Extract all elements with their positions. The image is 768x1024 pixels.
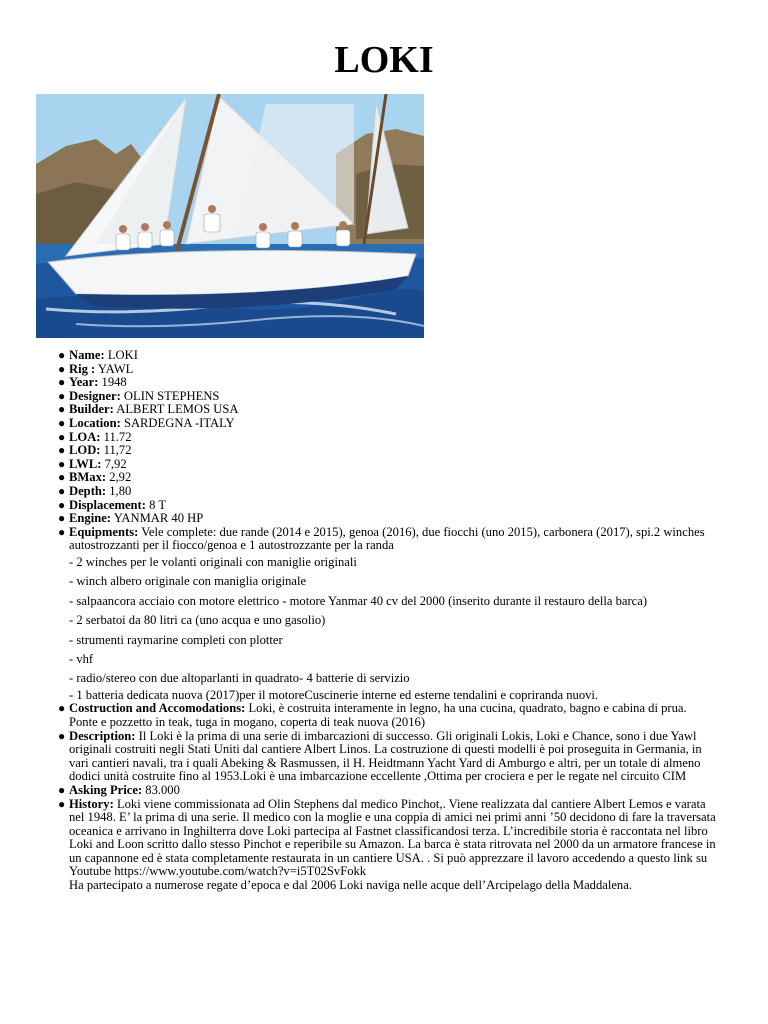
spec-asking-price: ● Asking Price: 83.000 bbox=[58, 782, 180, 797]
bullet-icon: ● bbox=[58, 348, 66, 362]
bullet-icon: ● bbox=[58, 497, 66, 512]
equipment-line: - salpaancora acciaio con motore elettrico - motore Yanmar 40 cv del 2000 (inserito durante il restauro della barca) bbox=[69, 593, 648, 608]
spec-name: ● Name: LOKI bbox=[58, 348, 138, 362]
bullet-icon: ● bbox=[58, 429, 66, 444]
equipment-line: - winch albero originale con maniglia originale bbox=[69, 574, 307, 589]
bullet-icon: ● bbox=[58, 701, 66, 716]
spec-depth: ● Depth: 1,80 bbox=[58, 483, 132, 498]
history-extra: Ha partecipato a numerose regate d’epoca e dal 2006 Loki naviga nelle acque dell’Arcipelago della Maddalena. bbox=[69, 878, 632, 893]
bullet-icon: ● bbox=[58, 415, 66, 430]
bullet-icon: ● bbox=[58, 511, 66, 526]
spec-builder: ● Builder: ALBERT LEMOS USA bbox=[58, 402, 239, 417]
bullet-icon: ● bbox=[58, 443, 66, 458]
equipment-line: - strumenti raymarine completi con plotter bbox=[69, 632, 283, 647]
bullet-icon: ● bbox=[58, 361, 66, 376]
bullet-icon: ● bbox=[58, 782, 66, 797]
bullet-icon: ● bbox=[58, 388, 66, 403]
spec-loa: ● LOA: 11.72 bbox=[58, 429, 132, 444]
equipment-line: - vhf bbox=[69, 651, 94, 666]
spec-bmax: ● BMax: 2,92 bbox=[58, 470, 132, 485]
spec-lod: ● LOD: 11,72 bbox=[58, 443, 132, 458]
bullet-icon: ● bbox=[58, 402, 66, 417]
bullet-icon: ● bbox=[58, 375, 66, 390]
bullet-icon: ● bbox=[58, 456, 66, 471]
spec-rig: ● Rig : YAWL bbox=[58, 361, 134, 376]
bullet-icon: ● bbox=[58, 470, 66, 485]
equipment-line: - radio/stereo con due altoparlanti in quadrato- 4 batterie di servizio bbox=[69, 671, 410, 686]
spec-description: ● Description: Il Loki è la prima di una serie di imbarcazioni di successo. Gli originali Lokis, Loki e Chance, sono i due Yawl originali costruiti negli Stati Uniti dal cantiere Albert Linos. La costruzione di questi modelli è poi proseguita in Germania, in vari cantieri navali, tra i quali Abeking & Rasmussen, il H. Heidtmann Yacht Yard di Amburgo e altri, per un totale di almeno dodici unità costruite fino al 1953.Loki è una imbarcazione eccellente ,Ottima per crociera e per le regate nel circuito CIM bbox=[58, 728, 702, 784]
spec-construction: ● Costruction and Accomodations: Loki, è costruita interamente in legno, ha una cucina, quadrato, bagno e cabina di prua. Ponte e pozzetto in teak, tuga in mogano, coperta di teak nuova (2016) bbox=[58, 701, 687, 729]
bullet-icon: ● bbox=[58, 796, 66, 811]
spec-history: ● History: Loki viene commissionata ad Olin Stephens dal medico Pinchot,. Viene realizzata dal cantiere Albert Lemos e varata nel 1948. E’ la prima di una serie. Il medico con la moglie e una coppia di amici nei primi anni ’50 decidono di fare la traversata oceanica e arrivano in Inghilterra dove Loki partecipa al Fastnet classificandosi terza. L’incredibile storia è raccontata nel libro Loki and Loon scritto dallo stesso Pinchot e reperibile su Amazon. La barca è stata ritrovata nel 2000 da un armatore francese in un capannone ed è stata completamente restaurata in un cantiere USA. . Si può apprezzare il lavoro accedendo a questo link su Youtube https://www.youtube.com/watch?v=i5T02SvFokk Ha partecipato a numerose regate d’epoca e dal 2006 Loki naviga nelle acque dell’Arcipelago della Maddalena. bbox=[58, 798, 718, 893]
bullet-icon: ● bbox=[58, 524, 66, 539]
bullet-icon: ● bbox=[58, 728, 66, 743]
spec-location: ● Location: SARDEGNA -ITALY bbox=[58, 415, 235, 430]
spec-designer: ● Designer: OLIN STEPHENS bbox=[58, 388, 220, 403]
bullet-icon: ● bbox=[58, 483, 66, 498]
spec-equipments: ● Equipments: Vele complete: due rande (2014 e 2015), genoa (2016), due fiocchi (uno 2015), carbonera (2017), spi.2 winches autostrozzanti per il fiocco/genoa e 1 autostrozzante per la randa - 2 winches per le volanti originali con maniglie originali - winch albero originale con maniglia originale - salpaancora acciaio con motore elettrico - motore Yanmar 40 cv del 2000 (inserito durante il restauro della barca) - 2 serbatoi da 80 litri ca (uno acqua e uno gasolio) - strumenti raymarine completi con plotter - vhf - radio/stereo con due altoparlanti in quadrato- 4 batterie di servizio - 1 batteria dedicata nuova (2017)per il motoreCuscinerie interne ed esterne tendalini e copriranda nuovi. bbox=[58, 526, 718, 703]
equipment-line: - 2 serbatoi da 80 litri ca (uno acqua e uno gasolio) bbox=[69, 613, 326, 628]
equipment-line: - 2 winches per le volanti originali con maniglie originali bbox=[69, 554, 357, 569]
spec-year: ● Year: 1948 bbox=[58, 375, 127, 390]
yacht-spec-list bbox=[58, 349, 718, 893]
spec-displacement: ● Displacement: 8 T bbox=[58, 497, 167, 512]
equipment-line: - 1 batteria dedicata nuova (2017)per il motoreCuscinerie interne ed esterne tendalini e copriranda nuovi. bbox=[69, 687, 599, 702]
yacht-photo bbox=[36, 94, 424, 338]
page-title: LOKI bbox=[334, 39, 434, 81]
spec-lwl: ● LWL: 7,92 bbox=[58, 456, 127, 471]
spec-engine: ● Engine: YANMAR 40 HP bbox=[58, 511, 204, 526]
sailing-yacht-photo-icon bbox=[36, 94, 424, 338]
